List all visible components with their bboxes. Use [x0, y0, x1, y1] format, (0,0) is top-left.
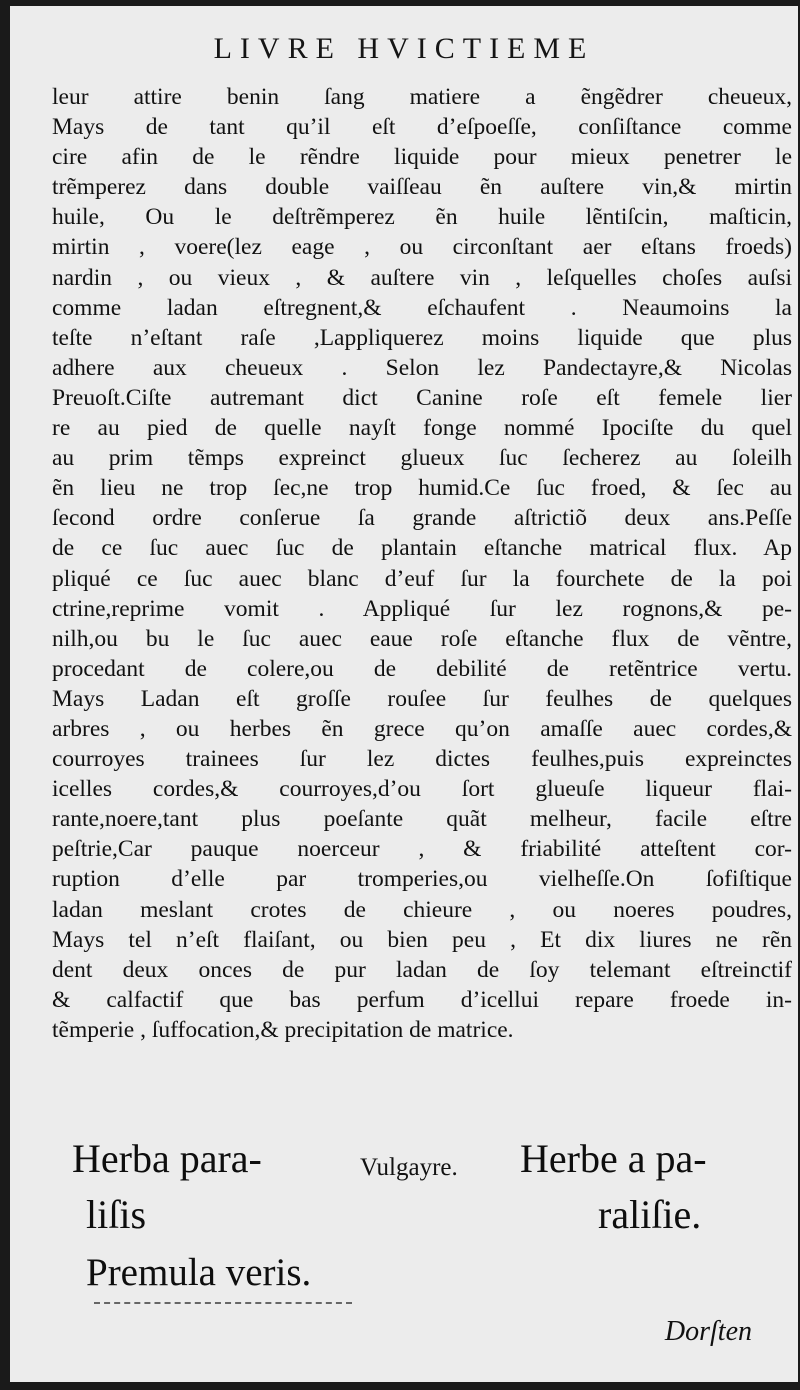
text-line: de ce ſuc auec ſuc de plantain eſtanche matrical flux. Ap	[52, 535, 792, 562]
text-line: ruption d’elle par tromperies,ou vielheſſe.On ſofiſtique	[52, 866, 792, 893]
text-line: ſecond ordre conſerue ſa grande aſtrictiõ deux ans.Peſſe	[52, 505, 792, 532]
latin-name-line-2: liſis	[86, 1192, 147, 1237]
text-line: rante,noere,tant plus poeſante quãt melheur, facile eſtre	[52, 806, 792, 833]
text-line: adhere aux cheueux . Selon lez Pandectayre,& Nicolas	[52, 354, 792, 381]
french-name-line-1: Herbe a pa-	[520, 1136, 707, 1181]
text-line: trẽmperez dans double vaiſſeau ẽn auſtere vin,& mirtin	[52, 174, 792, 201]
catchword: Dorſten	[664, 1316, 752, 1347]
latin-name-line-1: Herba para-	[72, 1136, 262, 1181]
text-line: Mays Ladan eſt groſſe rouſee ſur feulhes de quelques	[52, 685, 792, 712]
latin-name-line-3: Premula veris.	[86, 1251, 312, 1294]
text-line: comme ladan eſtregnent,& eſchaufent . Neaumoins la	[52, 294, 792, 321]
text-line: cire afin de le rẽndre liquide pour mieux penetrer le	[52, 144, 792, 171]
vulgar-label: Vulgayre.	[360, 1154, 458, 1181]
text-line: dent deux onces de pur ladan de ſoy telemant eſtreinctif	[52, 956, 792, 983]
body-text	[52, 82, 792, 1045]
text-line: leur attire benin ſang matiere a ẽngẽdrer cheueux,	[52, 84, 792, 110]
text-line: icelles cordes,& courroyes,d’ou ſort glueuſe liqueur flai-	[52, 776, 792, 803]
text-line: & calfactif que bas perfum d’icellui repare froede in-	[52, 986, 792, 1013]
text-line: nardin , ou vieux , & auſtere vin , leſquelles choſes auſsi	[52, 264, 792, 291]
text-line: Preuoſt.Ciſte autremant dict Canine roſe eſt femele lier	[52, 384, 792, 411]
text-line: peſtrie,Car pauque noerceur , & friabilité atteſtent cor-	[52, 836, 792, 863]
running-head: LIVRE HVICTIEME	[213, 32, 595, 65]
text-line: re au pied de quelle nayſt fonge nommé Ipociſte du quel	[52, 415, 792, 442]
french-name-line-2: raliſie.	[598, 1192, 702, 1237]
text-line: arbres , ou herbes ẽn grece qu’on amaſſe auec cordes,&	[52, 715, 792, 742]
text-line: ladan meslant crotes de chieure , ou noeres poudres,	[52, 896, 792, 923]
text-line: teſte n’eſtant raſe ,Lappliquerez moins liquide que plus	[52, 324, 792, 351]
text-line: courroyes trainees ſur lez dictes feulhes,puis expreinctes	[52, 746, 792, 773]
text-line: huile, Ou le deſtrẽmperez ẽn huile lẽntiſcin, maſticin,	[52, 204, 792, 231]
text-line: tẽmperie , ſuffocation,& precipitation de matrice.	[52, 1016, 514, 1043]
book-page	[10, 6, 798, 1382]
text-line: Mays tel n’eſt flaiſant, ou bien peu , Et dix liures ne rẽn	[52, 926, 792, 953]
text-line: mirtin , voere(lez eage , ou circonſtant aer eſtans froeds)	[52, 234, 792, 261]
text-line: pliqué ce ſuc auec blanc d’euf ſur la fourchete de la poi	[52, 565, 792, 592]
text-line: ẽn lieu ne trop ſec,ne trop humid.Ce ſuc froed, & ſec au	[52, 475, 792, 502]
text-line: Mays de tant qu’il eſt d’eſpoeſſe, conſiſtance comme	[52, 114, 792, 141]
text-line: au prim tẽmps expreinct glueux ſuc ſecherez au ſoleilh	[52, 445, 792, 472]
underline-rule	[94, 1302, 352, 1304]
text-line: procedant de colere,ou de debilité de retẽntrice vertu.	[52, 655, 792, 682]
text-line: nilh,ou bu le ſuc auec eaue roſe eſtanche flux de vẽntre,	[52, 625, 792, 652]
text-line: ctrine,reprime vomit . Appliqué ſur lez rognons,& pe-	[52, 595, 792, 622]
